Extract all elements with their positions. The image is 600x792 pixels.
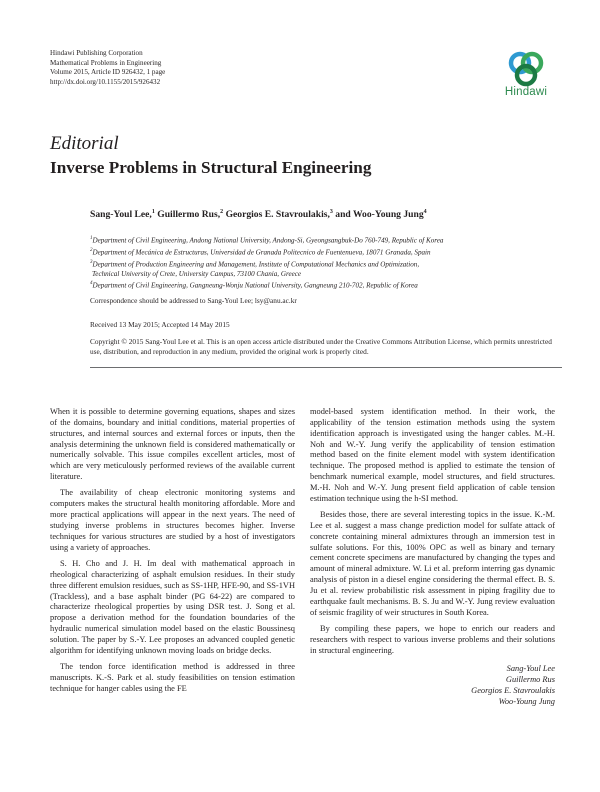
article-title: Inverse Problems in Structural Engineering <box>50 158 372 177</box>
article-type: Editorial <box>50 133 119 154</box>
signature-name: Woo-Young Jung <box>498 696 555 706</box>
author-sup: 1 <box>151 209 155 215</box>
body-column-right <box>310 407 555 707</box>
affiliation: $^2$Department of Mecánica de Estructuras, Universidad de Granada Politecnico de Fuentenueva, 18071 Granada, Spain <box>90 247 431 257</box>
affiliation: $^3$Department of Production Engineering and Management, Institute of Computational Mechanics and Optimization, <box>90 259 420 269</box>
author-name: and Woo-Young Jung <box>335 209 424 221</box>
body-paragraph: S. H. Cho and J. H. Im deal with mathematical approach in rheological characterizing of asphalt emulsion residues. In their study three different emulsion residues, such as SS-1HP, HFE-90, and SS-1VH (Trackless), and a base asphalt binder (PG 64-22) are compared to characterize rheological properties by using DSR test. J. Song et al. propose a derivation method for the foundation boundaries of the hydraulic numerical simulation model based on the elastic Boussinesq solution. The paper by S.-Y. Lee proposes an advanced coupled genetic algorithm for identifying unknown moving loads on bridge decks. <box>50 558 295 655</box>
publisher-name: Hindawi Publishing Corporation <box>50 49 143 57</box>
affiliations <box>90 234 560 291</box>
signature-name: Guillermo Rus <box>505 674 555 684</box>
author-name: Guillermo Rus, <box>157 209 221 221</box>
body-paragraph: The tendon force identification method is addressed in three manuscripts. K.-S. Park et al. study feasibilities on tension estimation technique for hanger cables using the FE <box>50 662 295 693</box>
author-sup: 3 <box>329 209 333 215</box>
signature-name: Georgios E. Stavroulakis <box>471 685 555 695</box>
affiliation-continued: Technical University of Crete, University Campus, 73100 Chania, Greece <box>92 269 302 278</box>
received-dates: Received 13 May 2015; Accepted 14 May 2015 <box>90 320 230 329</box>
logo-wordmark: Hindawi <box>504 86 548 98</box>
signature-name: Sang-Youl Lee <box>506 663 555 673</box>
hindawi-logo <box>495 50 557 106</box>
divider <box>90 367 562 368</box>
body-paragraph: By compiling these papers, we hope to enrich our readers and researchers with respect to various inverse problems and their solutions in structural engineering. <box>310 624 555 655</box>
author-sup: 4 <box>423 209 427 215</box>
body-paragraph: Besides those, there are several interesting topics in the issue. K.-M. Lee et al. suggest a mass change prediction model for sulfate attack of concrete containing mineral admixtures through an immersion test in sulfate solutions. For this, 100% OPC as well as binary and ternary cement concrete specimens are manufactured by changing the types and amount of mineral admixture. W. Li et al. preform interring gas dynamic analysis of piston in a diesel engine considering the thermal effect. B. S. Ju et al. review probabilistic risk assessment in piping fragility due to earthquake fault mechanisms. B. S. Ju and W.-Y. Jung review evaluation of seismic fragility of weir structures in South Korea. <box>310 510 555 617</box>
correspondence: Correspondence should be addressed to Sang-Youl Lee; lsy@anu.ac.kr <box>90 296 297 305</box>
body-paragraph: model-based system identification method. In their work, the applicability of the tension estimation methods using the system identification approach is investigated using the hanger cables. M.-H. Noh and W.-Y. Jung verify the applicability of tension estimation method based on the finite element model with system identification technique. The proposed method is applied to estimate the tension of benchmark numerical example, model structures, and field structures. M.-H. Noh and W.-Y. Jung present field application of cable tension estimation technique using the h-SI method. <box>310 407 555 503</box>
journal-metadata <box>50 49 165 87</box>
hindawi-logo-icon <box>504 50 548 88</box>
author-sup: 2 <box>220 209 224 215</box>
body-paragraph: The availability of cheap electronic monitoring systems and computers makes the structural health monitoring affordable. More and more practical applications will appear in the next years. The need of studying inverse problems in structures becomes higher. Inverse techniques for various structures are studied by a host of investigators using a variety of approaches. <box>50 488 295 552</box>
affiliation: $^4$Department of Civil Engineering, Gangneung-Wonju National University, Gangneung 210-702, Republic of Korea <box>90 281 418 290</box>
journal-name: Mathematical Problems in Engineering <box>50 58 162 67</box>
body-paragraph: When it is possible to determine governing equations, shapes and sizes of the domains, boundary and initial conditions, material properties of structures, and internal sources and external forces or inputs, then the analysis determining the unknown field is considered mathematically or numerically solvable. This issue compiles excellent articles, most of which are very meticulously performed reviews of the available current literature. <box>50 407 295 482</box>
affiliation: $^1$Department of Civil Engineering, Andong National University, Andong-Si, Gyeongsangbuk-Do 760-749, Republic of Korea <box>90 236 444 245</box>
doi-link[interactable]: http://dx.doi.org/10.1155/2015/926432 <box>50 77 161 86</box>
volume-info: Volume 2015, Article ID 926432, 1 page <box>50 68 166 77</box>
signature-block <box>310 663 555 707</box>
body-column-left <box>50 407 295 700</box>
author-name: Georgios E. Stavroulakis, <box>225 209 330 221</box>
author-list <box>90 209 427 220</box>
author-name: Sang-Youl Lee, <box>90 209 152 221</box>
copyright-notice: Copyright © 2015 Sang-Youl Lee et al. This is an open access article distributed under the Creative Commons Attribution License, which permits unrestricted use, distribution, and reproduction in any medium, provided the original work is properly cited. <box>90 337 552 356</box>
